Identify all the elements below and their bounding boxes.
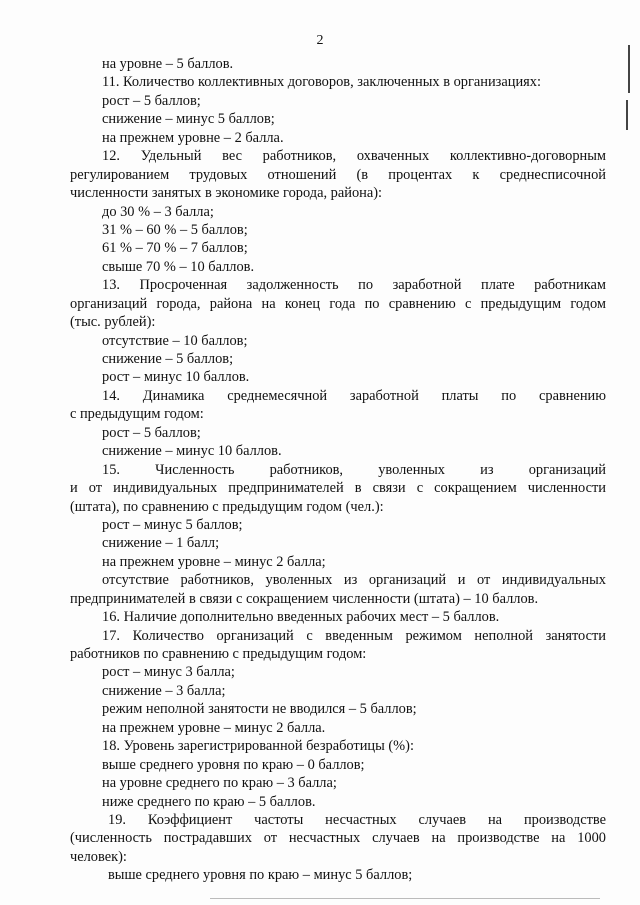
text-line: рост – 5 баллов; — [102, 424, 201, 441]
document-body — [70, 55, 606, 885]
text-line: отсутствие – 10 баллов; — [102, 332, 248, 349]
text-line: снижение – 5 баллов; — [102, 351, 234, 367]
text-line: 61 % – 70 % – 7 баллов; — [102, 240, 248, 257]
text-line: выше среднего уровня по краю – 0 баллов; — [102, 756, 365, 773]
text-line: ниже среднего по краю – 5 баллов. — [102, 793, 316, 810]
text-line: 16. Наличие дополнительно введенных рабочих мест – 5 баллов. — [102, 609, 500, 626]
text-line: и от индивидуальных предпринимателей в связи с сокращением численности — [70, 480, 606, 497]
text-line: 12. Удельный вес работников, охваченных коллективно-договорным — [102, 148, 606, 165]
text-line: человек): — [70, 848, 127, 865]
text-line: 11. Количество коллективных договоров, заключенных в организациях: — [102, 74, 541, 91]
text-line: снижение – минус 10 баллов. — [102, 443, 282, 460]
text-line: 19. Коэффициент частоты несчастных случаев на производстве — [108, 811, 606, 828]
text-line: на прежнем уровне – 2 балла. — [102, 129, 284, 146]
text-line: 14. Динамика среднемесячной заработной платы по сравнению — [102, 387, 606, 404]
text-line: снижение – минус 5 баллов; — [102, 111, 275, 128]
text-line: до 30 % – 3 балла; — [102, 203, 214, 220]
text-line: выше среднего уровня по краю – минус 5 баллов; — [108, 867, 413, 884]
text-line: (штата), по сравнению с предыдущим годом (чел.): — [70, 498, 384, 515]
scan-edge-mark-top — [628, 45, 630, 93]
text-line: 17. Количество организаций с введенным режимом неполной занятости — [102, 627, 606, 644]
text-line: (тыс. рублей): — [70, 314, 156, 331]
page-number: 2 — [316, 33, 324, 48]
text-line: снижение – 3 балла; — [102, 682, 226, 699]
text-line: на прежнем уровне – минус 2 балла; — [102, 553, 326, 570]
text-line: организаций города, района на конец года по сравнению с предыдущим годом — [70, 295, 606, 312]
text-line: работников по сравнению с предыдущим годом: — [70, 646, 367, 662]
text-line: рост – минус 3 балла; — [102, 664, 235, 681]
text-line: снижение – 1 балл; — [102, 535, 220, 552]
text-line: 31 % – 60 % – 5 баллов; — [102, 221, 248, 238]
text-line: рост – минус 10 баллов. — [102, 369, 250, 386]
text-line: на прежнем уровне – минус 2 балла. — [102, 719, 326, 736]
text-line: свыше 70 % – 10 баллов. — [102, 258, 255, 275]
text-line: отсутствие работников, уволенных из организаций и от индивидуальных — [102, 572, 606, 589]
text-line: численности занятых в экономике города, района): — [70, 185, 383, 202]
text-line: 18. Уровень зарегистрированной безработицы (%): — [102, 738, 414, 755]
text-line: 15. Численность работников, уволенных из организаций — [102, 461, 606, 478]
text-line: на уровне – 5 баллов. — [102, 56, 234, 72]
text-line: 13. Просроченная задолженность по заработной плате работникам — [102, 277, 606, 294]
text-line: рост – 5 баллов; — [102, 92, 201, 109]
text-line: предпринимателей в связи с сокращением численности (штата) – 10 баллов. — [70, 590, 539, 607]
text-line: регулированием трудовых отношений (в процентах к среднесписочной — [70, 166, 606, 183]
text-line: рост – минус 5 баллов; — [102, 516, 243, 533]
scan-bottom-edge — [210, 898, 600, 899]
text-line: режим неполной занятости не вводился – 5 баллов; — [102, 701, 417, 718]
scan-edge-mark-middle — [626, 100, 628, 130]
text-line: (численность пострадавших от несчастных случаев на производстве на 1000 — [70, 830, 606, 847]
text-line: с предыдущим годом: — [70, 406, 204, 423]
text-line: на уровне среднего по краю – 3 балла; — [102, 775, 337, 792]
